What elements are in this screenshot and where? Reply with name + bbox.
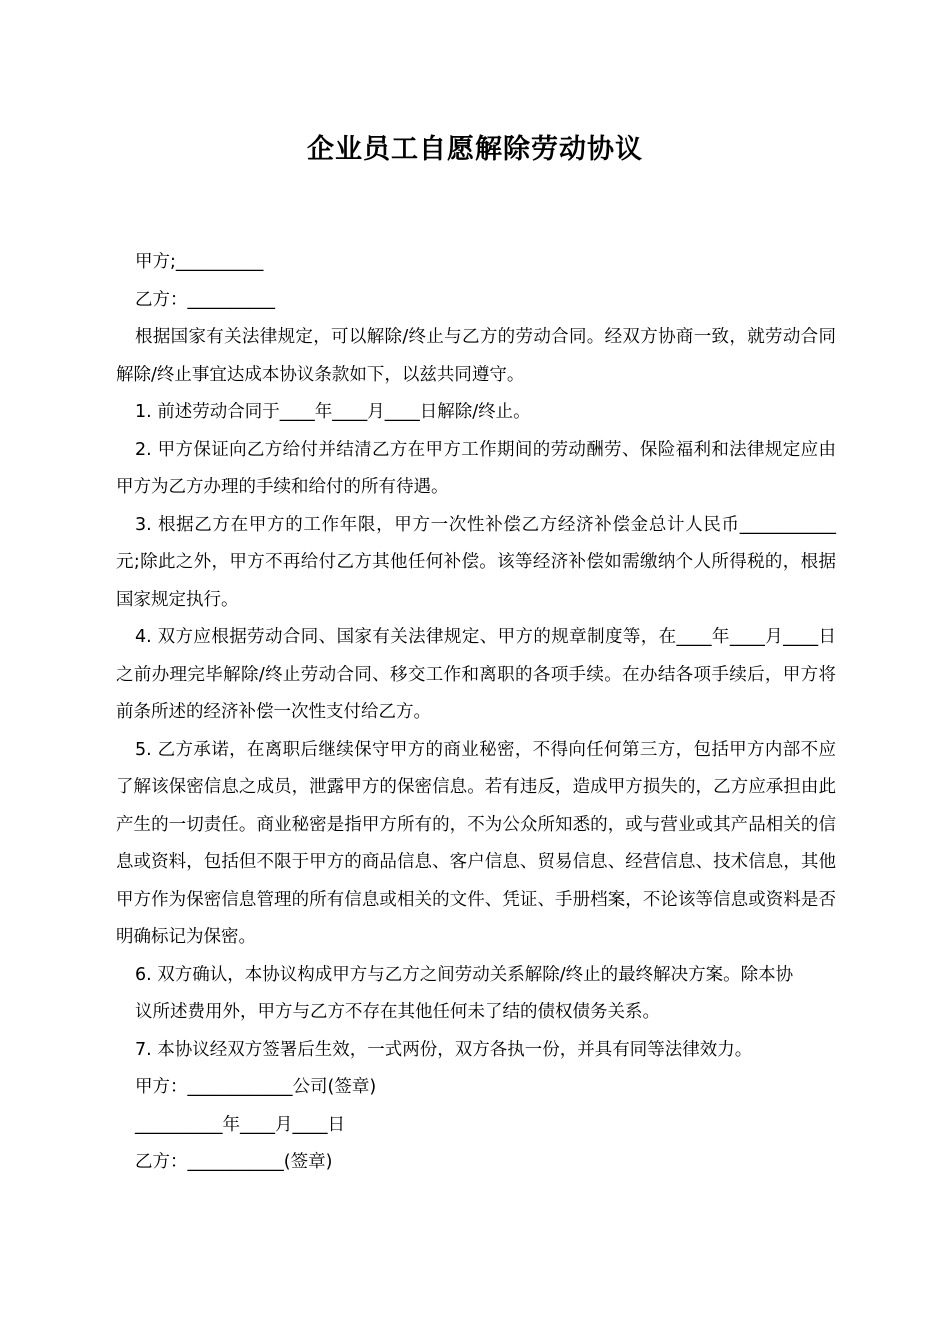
clause-6: 6. 双方确认，本协议构成甲方与乙方之间劳动关系解除/终止的最终解决方案。除本协 <box>135 964 794 985</box>
signature-date: __________年____月____日 <box>135 1114 345 1135</box>
party-b-line: 乙方：__________ <box>135 289 275 310</box>
signature-party-b: 乙方：___________(签章) <box>135 1152 333 1172</box>
clause-4: 4. 双方应根据劳动合同、国家有关法律规定、甲方的规章制度等，在____年____月____日之前办理完毕解除/终止劳动合同、移交工作和离职的各项手续。在办结各项手续后，甲方将前条所述的经济补偿一次性支付给乙方。 <box>116 627 836 722</box>
intro-paragraph: 根据国家有关法律规定，可以解除/终止与乙方的劳动合同。经双方协商一致，就劳动合同解除/终止事宜达成本协议条款如下，以兹共同遵守。 <box>116 327 836 385</box>
clause-6-continuation: 议所述费用外，甲方与乙方不存在其他任何未了结的债权债务关系。 <box>135 1002 660 1022</box>
document-title: 企业员工自愿解除劳动协议 <box>307 134 643 165</box>
clause-3: 3. 根据乙方在甲方的工作年限，甲方一次性补偿乙方经济补偿金总计人民币___________元;除此之外，甲方不再给付乙方其他任何补偿。该等经济补偿如需缴纳个人所得税的，根据国家规定执行。 <box>116 514 836 610</box>
signature-party-a: 甲方：____________公司(签章) <box>135 1077 377 1097</box>
document-body <box>116 244 836 1182</box>
clause-5: 5. 乙方承诺，在离职后继续保守甲方的商业秘密，不得向任何第三方，包括甲方内部不应了解该保密信息之成员，泄露甲方的保密信息。若有违反，造成甲方损失的，乙方应承担由此产生的一切责任。商业秘密是指甲方所有的，不为公众所知悉的，或与营业或其产品相关的信息或资料，包括但不限于甲方的商品信息、客户信息、贸易信息、经营信息、技术信息，其他甲方作为保密信息管理的所有信息或相关的文件、凭证、手册档案，不论该等信息或资料是否明确标记为保密。 <box>116 739 836 947</box>
clause-7: 7. 本协议经双方签署后生效，一式两份，双方各执一份，并具有同等法律效力。 <box>135 1039 753 1060</box>
party-a-line: 甲方;__________ <box>135 252 264 272</box>
clause-1: 1. 前述劳动合同于____年____月____日解除/终止。 <box>135 402 531 422</box>
clause-2: 2. 甲方保证向乙方给付并结清乙方在甲方工作期间的劳动酬劳、保险福利和法律规定应由甲方为乙方办理的手续和给付的所有待遇。 <box>116 439 836 497</box>
